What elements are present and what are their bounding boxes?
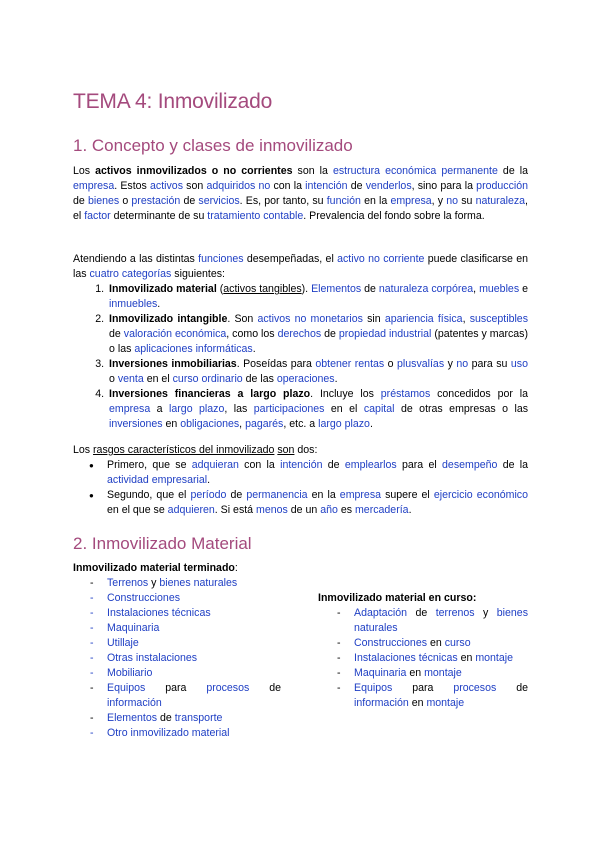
list-item: 2. Inmovilizado intangible. Son activos no monetarios sin apariencia física, susceptibles de valoración económica, como los derechos de propiedad industrial (patentes y marcas) o las aplicaciones informáticas. <box>107 312 528 357</box>
list-item: - Construcciones en curso <box>354 636 528 651</box>
terminado-label: Inmovilizado material terminado: <box>73 562 238 574</box>
list-item: - Otras instalaciones <box>107 651 281 666</box>
list-item: - Terrenos y bienes naturales <box>107 576 281 591</box>
features-intro: Los rasgos característicos del inmovilizado son dos: <box>73 444 318 456</box>
categories-intro: Atendiendo a las distintas funciones desempeñadas, el activo no corriente puede clasificarse en las cuatro categorías siguientes: <box>73 253 529 280</box>
list-item: - Mobiliario <box>107 666 281 681</box>
section-heading-concepto: 1. Concepto y clases de inmovilizado <box>73 136 353 155</box>
list-item: - Instalaciones técnicas en montaje <box>354 651 528 666</box>
paragraph-categories <box>73 252 528 432</box>
en-curso-list <box>318 606 528 711</box>
list-item: ● Segundo, que el período de permanencia en la empresa supere el ejercicio económico en el que se adquieren. Si está menos de un año es mercadería. <box>107 488 528 518</box>
en-curso-block <box>318 591 528 711</box>
list-item: ● Primero, que se adquieran con la intención de emplearlos para el desempeño de la actividad empresarial. <box>107 458 528 488</box>
categories-list <box>73 282 528 432</box>
terminado-block <box>73 561 281 741</box>
list-item: - Construcciones <box>107 591 281 606</box>
paragraph-features <box>73 443 528 518</box>
list-item: - Equipos para procesos de información en montaje <box>354 681 528 711</box>
list-item: 3. Inversiones inmobiliarias. Poseídas para obtener rentas o plusvalías y no para su uso o venta en el curso ordinario de las operaciones. <box>107 357 528 387</box>
en-curso-label: Inmovilizado material en curso: <box>318 592 477 604</box>
list-item: - Maquinaria <box>107 621 281 636</box>
list-item: - Adaptación de terrenos y bienes naturales <box>354 606 528 636</box>
section-heading-material: 2. Inmovilizado Material <box>73 534 252 553</box>
list-item: - Maquinaria en montaje <box>354 666 528 681</box>
page-title: TEMA 4: Inmovilizado <box>73 90 273 113</box>
list-item: 4. Inversiones financieras a largo plazo. Incluye los préstamos concedidos por la empresa a largo plazo, las participaciones en el capital de otras empresas o las inversiones en obligaciones, pagarés, etc. a largo plazo. <box>107 387 528 432</box>
list-item: - Instalaciones técnicas <box>107 606 281 621</box>
list-item: 1. Inmovilizado material (activos tangibles). Elementos de naturaleza corpórea, muebles e inmuebles. <box>107 282 528 312</box>
list-item: - Elementos de transporte <box>107 711 281 726</box>
terminado-list <box>73 576 281 741</box>
list-item: - Equipos para procesos de información <box>107 681 281 711</box>
features-list <box>73 458 528 518</box>
list-item: - Utillaje <box>107 636 281 651</box>
list-item: - Otro inmovilizado material <box>107 726 281 741</box>
paragraph-definition: Los activos inmovilizados o no corrientes son la estructura económica permanente de la empresa. Estos activos son adquiridos no con la intención de venderlos, sino para la producción de bienes o prestación de servicios. Es, por tanto, su función en la empresa, y no su naturaleza, el factor determinante de su tratamiento contable. Prevalencia del fondo sobre la forma. <box>73 165 528 222</box>
